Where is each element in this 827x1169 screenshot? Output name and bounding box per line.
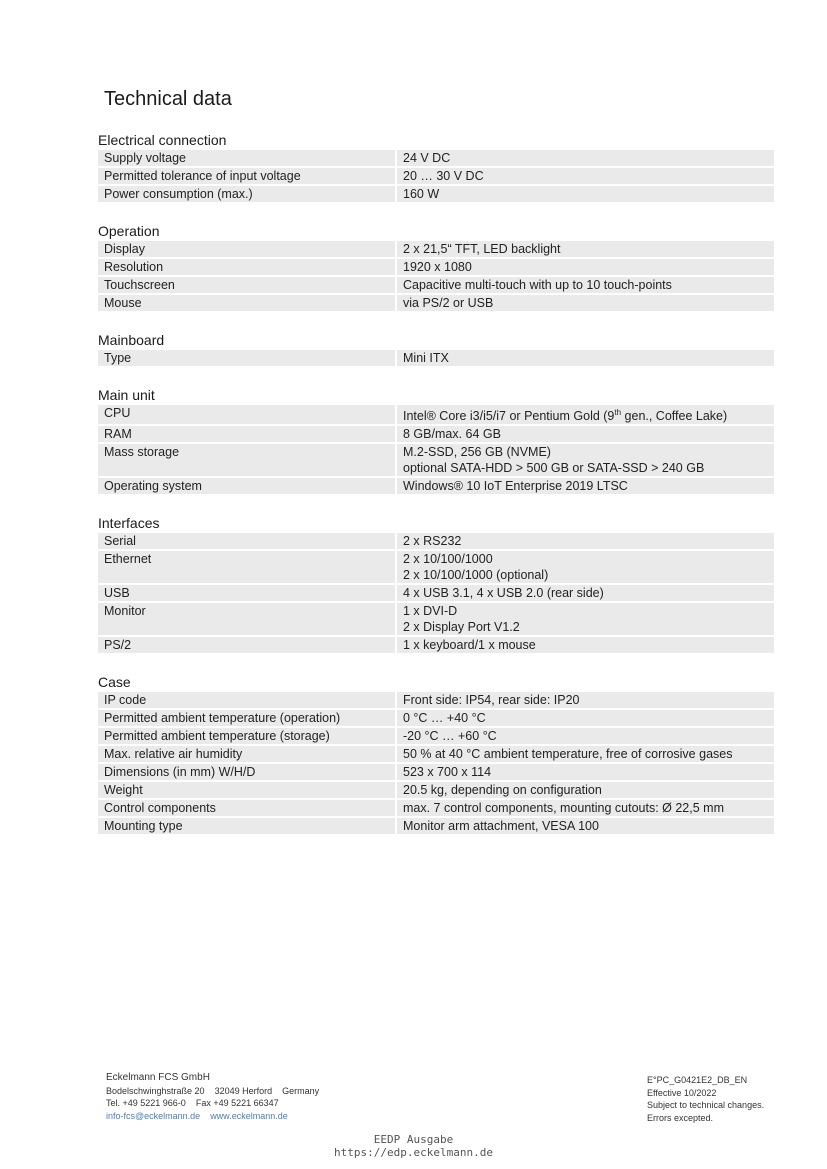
spec-value <box>395 186 774 202</box>
spec-label: Permitted ambient temperature (operation) <box>104 711 341 726</box>
effective-date: Effective 10/2022 <box>647 1087 717 1098</box>
spec-row <box>98 746 774 762</box>
fax: Fax +49 5221 66347 <box>195 1098 279 1108</box>
spec-label: Display <box>104 242 145 256</box>
spec-value-line: 2 x Display Port V1.2 <box>403 620 520 635</box>
spec-row <box>98 710 774 726</box>
spec-label: Power consumption (max.) <box>104 187 253 201</box>
spec-row <box>98 426 774 442</box>
spec-label: Mounting type <box>104 819 183 834</box>
spec-label: Monitor <box>104 604 146 619</box>
spec-label: Permitted ambient temperature (storage) <box>104 729 330 744</box>
spec-value <box>395 150 774 166</box>
spec-value-line: Monitor arm attachment, VESA 100 <box>403 819 599 834</box>
spec-label: Operating system <box>104 479 202 494</box>
spec-value-line: 160 W <box>403 187 440 201</box>
company-address <box>106 1072 319 1122</box>
spec-row <box>98 782 774 798</box>
spec-value <box>395 782 774 798</box>
spec-row <box>98 186 774 202</box>
section-case <box>98 672 774 834</box>
spec-value <box>395 585 774 601</box>
section-title: Interfaces <box>98 515 160 532</box>
section-mainboard <box>98 330 774 366</box>
spec-label: Resolution <box>104 260 164 274</box>
spec-value-line: 1 x keyboard/1 x mouse <box>403 638 536 653</box>
spec-value <box>395 426 774 442</box>
spec-row <box>98 277 774 293</box>
spec-value-line: 0 °C … +40 °C <box>403 711 486 726</box>
document-info <box>647 1074 764 1124</box>
spec-value <box>395 692 774 708</box>
spec-row <box>98 168 774 184</box>
spec-row <box>98 603 774 635</box>
section-title: Main unit <box>98 387 155 403</box>
spec-value-line: Intel® Core i3/i5/i7 or Pentium Gold (9th gen., Coffee Lake) <box>403 408 728 424</box>
disclaimer-errors: Errors excepted. <box>647 1112 714 1123</box>
spec-value-line: 2 x 10/100/1000 <box>403 552 493 567</box>
spec-label: USB <box>104 586 130 601</box>
phone-line <box>106 1097 319 1110</box>
spec-value-line: 2 x RS232 <box>403 534 462 549</box>
spec-row <box>98 585 774 601</box>
spec-label: RAM <box>104 427 132 442</box>
email-link[interactable]: info-fcs@eckelmann.de <box>106 1110 201 1121</box>
spec-value <box>395 818 774 834</box>
spec-row <box>98 800 774 816</box>
section-operation <box>98 221 774 311</box>
spec-value-line: 50 % at 40 °C ambient temperature, free of corrosive gases <box>403 747 733 762</box>
spec-label: Dimensions (in mm) W/H/D <box>104 765 256 780</box>
spec-value <box>395 405 774 424</box>
spec-row <box>98 150 774 166</box>
spec-row <box>98 551 774 583</box>
section-electrical-connection <box>98 130 774 202</box>
stamp-url[interactable]: https://edp.eckelmann.de <box>334 1146 493 1159</box>
spec-label: PS/2 <box>104 638 132 653</box>
spec-value-line: 1 x DVI-D <box>403 604 458 619</box>
city: 32049 Herford <box>214 1085 273 1096</box>
spec-value-line: optional SATA-HDD > 500 GB or SATA-SSD > 240 GB <box>403 461 705 476</box>
spec-value <box>395 168 774 184</box>
section-interfaces <box>98 513 774 653</box>
spec-value <box>395 603 774 635</box>
spec-label: Serial <box>104 534 136 549</box>
spec-row <box>98 533 774 549</box>
spec-row <box>98 241 774 257</box>
contact-links <box>106 1110 319 1123</box>
spec-row <box>98 728 774 744</box>
document-id: E°PC_G0421E2_DB_EN <box>647 1075 748 1085</box>
spec-row <box>98 692 774 708</box>
section-title: Case <box>98 674 131 691</box>
spec-value <box>395 444 774 476</box>
spec-row <box>98 259 774 275</box>
spec-value <box>395 259 774 275</box>
stamp-title: EEDP Ausgabe <box>373 1133 454 1146</box>
spec-value-line: 523 x 700 x 114 <box>403 765 492 780</box>
spec-label: Control components <box>104 801 216 816</box>
spec-value-line: Front side: IP54, rear side: IP20 <box>403 693 580 708</box>
spec-label: Mass storage <box>104 445 180 460</box>
spec-value-line: -20 °C … +60 °C <box>403 729 497 744</box>
spec-value-line: 2 x 21,5“ TFT, LED backlight <box>403 242 561 256</box>
spec-row <box>98 350 774 366</box>
spec-value <box>395 478 774 494</box>
spec-value <box>395 295 774 311</box>
spec-value-line: M.2-SSD, 256 GB (NVME) <box>403 445 551 460</box>
spec-row <box>98 764 774 780</box>
spec-label: Permitted tolerance of input voltage <box>104 169 301 183</box>
spec-value <box>395 637 774 653</box>
spec-value-line: Capacitive multi-touch with up to 10 touch-points <box>403 278 672 292</box>
spec-row <box>98 478 774 494</box>
technical-data-tables <box>98 130 774 853</box>
spec-value-line: Windows® 10 IoT Enterprise 2019 LTSC <box>403 479 628 494</box>
spec-value-line: 2 x 10/100/1000 (optional) <box>403 568 549 583</box>
website-link[interactable]: www.eckelmann.de <box>210 1110 288 1121</box>
spec-label: Supply voltage <box>104 151 187 165</box>
telephone: Tel. +49 5221 966-0 <box>106 1098 186 1108</box>
spec-value-line: 24 V DC <box>403 151 451 165</box>
spec-row <box>98 295 774 311</box>
spec-value <box>395 728 774 744</box>
section-main-unit <box>98 385 774 494</box>
spec-value-line: 1920 x 1080 <box>403 260 472 274</box>
address-line <box>106 1085 319 1098</box>
spec-value-line: 8 GB/max. 64 GB <box>403 427 501 442</box>
spec-value <box>395 533 774 549</box>
spec-label: Ethernet <box>104 552 152 567</box>
spec-label: Max. relative air humidity <box>104 747 243 762</box>
spec-value <box>395 710 774 726</box>
section-title: Electrical connection <box>98 132 227 148</box>
spec-row <box>98 444 774 476</box>
disclaimer-changes: Subject to technical changes. <box>647 1100 765 1110</box>
spec-value-line: 20 … 30 V DC <box>403 169 484 183</box>
spec-value-line: Mini ITX <box>403 351 449 365</box>
spec-value-line: 4 x USB 3.1, 4 x USB 2.0 (rear side) <box>403 586 604 601</box>
section-title: Mainboard <box>98 332 165 348</box>
spec-row <box>98 405 774 424</box>
spec-row <box>98 637 774 653</box>
page-title: Technical data <box>104 88 232 110</box>
spec-value <box>395 746 774 762</box>
section-title: Operation <box>98 223 160 239</box>
spec-value-line: 20.5 kg, depending on configuration <box>403 783 602 798</box>
spec-label: Mouse <box>104 296 142 310</box>
spec-value <box>395 241 774 257</box>
company-name: Eckelmann FCS GmbH <box>106 1072 210 1083</box>
spec-value-line: max. 7 control components, mounting cutouts: Ø 22,5 mm <box>403 801 724 816</box>
country: Germany <box>282 1085 320 1096</box>
spec-label: CPU <box>104 406 131 420</box>
spec-value <box>395 551 774 583</box>
spec-label: IP code <box>104 693 147 708</box>
spec-label: Touchscreen <box>104 278 175 292</box>
edition-stamp <box>0 1133 827 1159</box>
spec-value-line: via PS/2 or USB <box>403 296 494 310</box>
spec-value <box>395 800 774 816</box>
street: Bodelschwinghstraße 20 <box>106 1085 205 1096</box>
spec-value <box>395 277 774 293</box>
spec-value <box>395 764 774 780</box>
spec-label: Type <box>104 351 132 365</box>
spec-value <box>395 350 774 366</box>
spec-label: Weight <box>104 783 143 798</box>
spec-row <box>98 818 774 834</box>
